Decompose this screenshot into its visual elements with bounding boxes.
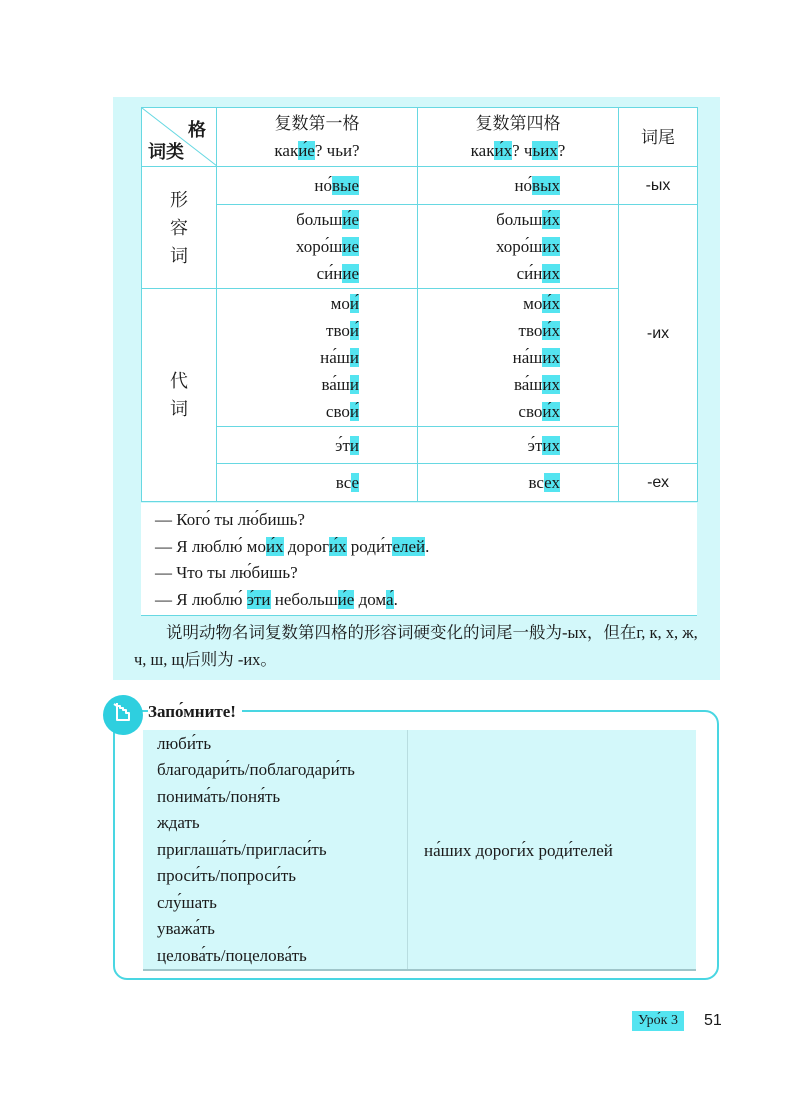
object-phrase: на́ших дороги́х роди́телей — [424, 841, 613, 860]
cell-acc-demonstrative: э́тих — [418, 427, 619, 464]
header-nom-title: 复数第一格 — [274, 114, 360, 133]
cell-acc-possessive: мои́х твои́х на́ших ва́ших свои́х — [418, 289, 619, 427]
ending-e: -ех — [619, 464, 698, 502]
verb-item: целова́ть/поцелова́ть — [157, 946, 307, 965]
example-dialogue — [141, 503, 697, 616]
cell-nom-demonstrative: э́ти — [217, 427, 418, 464]
plural-declension-table — [141, 107, 698, 502]
remember-panel — [143, 730, 696, 970]
verb-item: уважа́ть — [157, 919, 215, 938]
ending-soft: -их — [619, 205, 698, 464]
group-adjective: 形 容 词 — [142, 167, 217, 289]
corner-case-label: 格 — [188, 120, 206, 140]
verb-item: слу́шать — [157, 893, 217, 912]
header-nominative — [217, 108, 418, 167]
grammar-note: 说明动物名词复数第四格的形容词硬变化的词尾一般为-ых，但在г, к, х, ж, ч, ш, щ后则为 -их。 — [134, 623, 698, 669]
verb-item: приглаша́ть/пригласи́ть — [157, 840, 327, 859]
page-number: 51 — [704, 1012, 722, 1029]
cell-acc-hard: но́вых — [418, 167, 619, 205]
dialogue-line: — Я люблю́ э́ти небольши́е дома́. — [155, 590, 398, 609]
remember-title-rule — [250, 711, 690, 712]
cell-nom-soft-adj: больши́е хоро́шие си́ние — [217, 205, 418, 289]
dialogue-line: — Что ты лю́бишь? — [155, 563, 298, 582]
cell-nom-all: все — [217, 464, 418, 502]
cell-acc-all: всех — [418, 464, 619, 502]
header-accusative — [418, 108, 619, 167]
verb-item: понима́ть/поня́ть — [157, 787, 281, 806]
dialogue-line: — Кого́ ты лю́бишь? — [155, 510, 305, 529]
corner-type-label: 词类 — [148, 142, 184, 162]
header-nom-question: каки́е? чьи? — [274, 141, 360, 160]
header-ending: 词尾 — [619, 108, 698, 167]
verb-list — [143, 730, 408, 970]
header-acc-question: каки́х? чьих? — [470, 141, 566, 160]
verb-item: люби́ть — [157, 734, 212, 753]
cell-nom-hard: но́вые — [217, 167, 418, 205]
verb-item: ждать — [157, 813, 200, 832]
verb-item: благодари́ть/поблагодари́ть — [157, 760, 355, 779]
table-corner-header — [142, 108, 217, 167]
remember-title: Запо́мните! — [148, 700, 242, 724]
remember-bottom-rule — [143, 969, 696, 971]
cell-acc-soft-adj: больши́х хоро́ших си́них — [418, 205, 619, 289]
dialogue-line: — Я люблю́ мои́х дороги́х роди́телей. — [155, 537, 430, 556]
pointing-hand-icon — [103, 695, 143, 735]
ending-hard: -ых — [619, 167, 698, 205]
group-pronoun: 代 词 — [142, 289, 217, 502]
cell-nom-possessive: мои́ твои́ на́ши ва́ши свои́ — [217, 289, 418, 427]
verb-item: проси́ть/попроси́ть — [157, 866, 297, 885]
lesson-label: Уро́к 3 — [632, 1011, 684, 1031]
header-acc-title: 复数第四格 — [475, 114, 561, 133]
